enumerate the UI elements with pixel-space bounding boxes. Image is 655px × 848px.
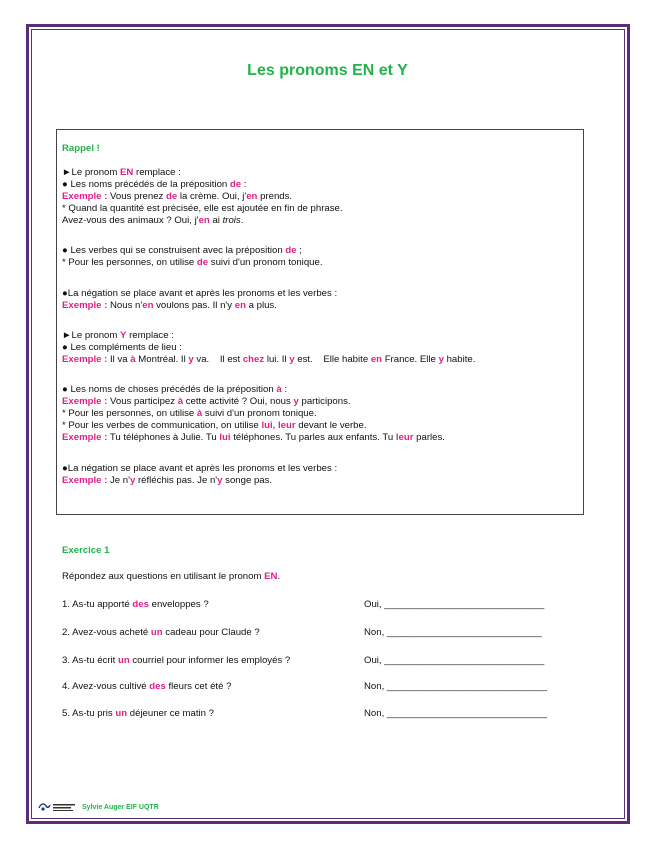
rappel-line: ● Les compléments de lieu :	[62, 342, 182, 353]
rappel-heading: Rappel !	[62, 143, 100, 154]
answer-line-4[interactable]: Non, ______________________________	[364, 681, 547, 692]
rappel-line: ● Les verbes qui se construisent avec la préposition de ;	[62, 245, 302, 256]
rappel-line: ►Le pronom EN remplace :	[62, 167, 181, 178]
answer-line-1[interactable]: Oui, ______________________________	[364, 599, 545, 610]
footer	[38, 802, 159, 812]
rappel-line: ►Le pronom Y remplace :	[62, 330, 174, 341]
question-4: 4. Avez-vous cultivé des fleurs cet été ?	[62, 681, 232, 692]
question-5: 5. As-tu pris un déjeuner ce matin ?	[62, 708, 214, 719]
rappel-line: ●La négation se place avant et après les pronoms et les verbes :	[62, 288, 338, 299]
question-1: 1. As-tu apporté des enveloppes ?	[62, 599, 209, 610]
rappel-line: * Pour les personnes, on utilise à suivi d'un pronom tonique.	[62, 408, 317, 419]
rappel-line: ● Les noms de choses précédés de la préposition à :	[62, 384, 288, 395]
rappel-line: ●La négation se place avant et après les pronoms et les verbes :	[62, 463, 338, 474]
rappel-line: Exemple : Tu téléphones à Julie. Tu lui téléphones. Tu parles aux enfants. Tu leur parles.	[62, 432, 445, 443]
rappel-line: * Quand la quantité est précisée, elle est ajoutée en fin de phrase.	[62, 203, 343, 214]
rappel-line: Exemple : Je n'y réfléchis pas. Je n'y songe pas.	[62, 475, 273, 486]
answer-line-3[interactable]: Oui, ______________________________	[364, 655, 545, 666]
logo-icon	[38, 802, 78, 812]
rappel-line: Exemple : Il va à Montréal. Il y va. Il est chez lui. Il y est. Elle habite en France. Elle y habite.	[62, 354, 476, 365]
page-title: Les pronoms EN et Y	[247, 62, 408, 79]
rappel-line: Exemple : Nous n'en voulons pas. Il n'y en a plus.	[62, 300, 277, 311]
rappel-line: ● Les noms précédés de la préposition de :	[62, 179, 247, 190]
exercice-instruction: Répondez aux questions en utilisant le pronom EN.	[62, 571, 281, 582]
question-2: 2. Avez-vous acheté un cadeau pour Claude ?	[62, 627, 260, 638]
rappel-line: Exemple : Vous prenez de la crème. Oui, j'en prends.	[62, 191, 293, 202]
rappel-line: * Pour les personnes, on utilise de suivi d'un pronom tonique.	[62, 257, 323, 268]
rappel-line: Exemple : Vous participez à cette activité ? Oui, nous y participons.	[62, 396, 351, 407]
exercice-heading: Exercice 1	[62, 545, 110, 556]
answer-line-2[interactable]: Non, _____________________________	[364, 627, 542, 638]
footer-author: Sylvie Auger EIF UQTR	[82, 803, 159, 811]
question-3: 3. As-tu écrit un courriel pour informer les employés ?	[62, 655, 291, 666]
rappel-line: Avez-vous des animaux ? Oui, j'en ai trois.	[62, 215, 244, 226]
rappel-line: * Pour les verbes de communication, on utilise lui, leur devant le verbe.	[62, 420, 367, 431]
answer-line-5[interactable]: Non, ______________________________	[364, 708, 547, 719]
